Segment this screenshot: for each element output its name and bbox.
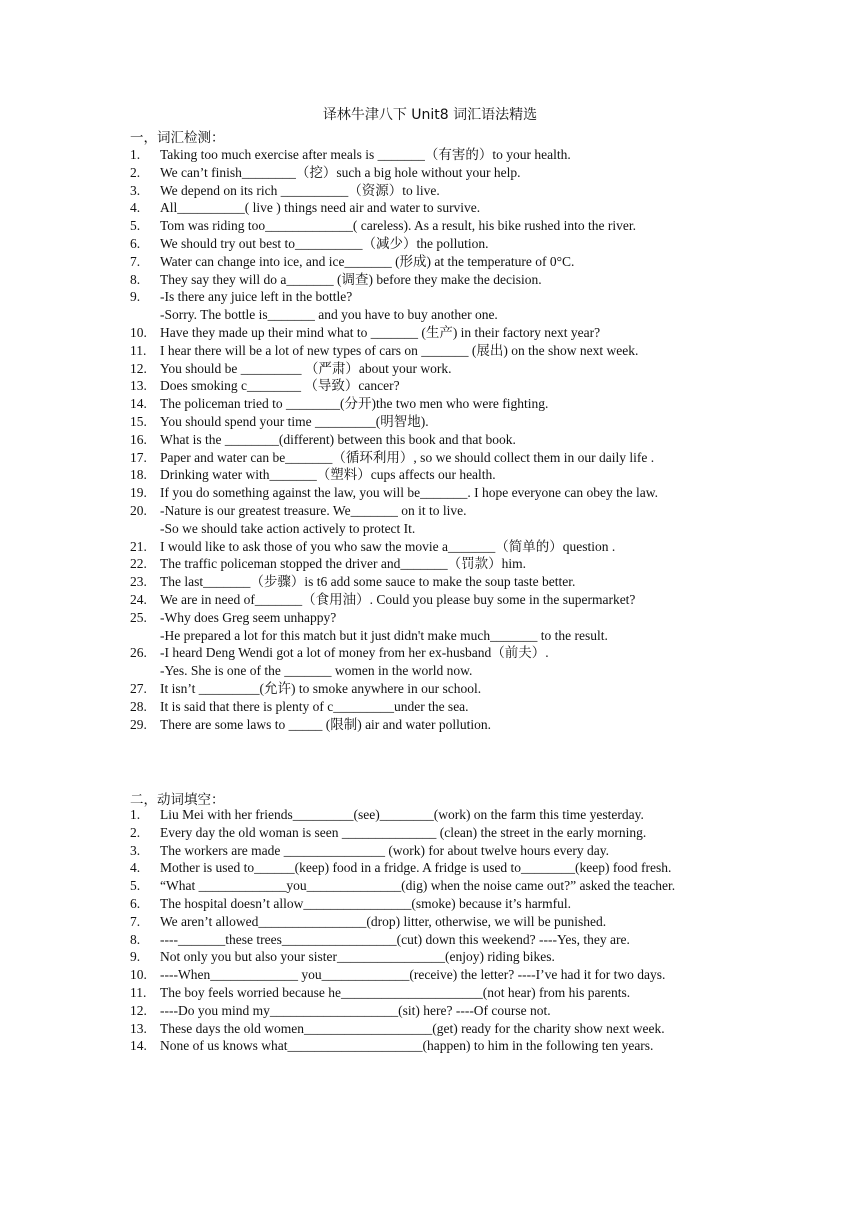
item-number: 26.	[130, 645, 147, 661]
item-line: You should be _________ （严肃）about your work.	[160, 360, 452, 376]
item-number: 2.	[130, 164, 141, 180]
exercise-item	[130, 680, 730, 698]
exercise-item	[130, 271, 730, 289]
exercise-item	[130, 538, 730, 556]
item-line: The last_______（步骤）is t6 add some sauce to make the soup taste better.	[160, 574, 576, 590]
item-text	[160, 449, 730, 467]
item-number: 9.	[130, 949, 141, 965]
item-text	[160, 877, 730, 895]
item-line: I hear there will be a lot of new types of cars on _______ (展出) on the show next week.	[160, 342, 639, 358]
exercise-item	[130, 1037, 730, 1055]
item-text	[160, 948, 730, 966]
item-number: 6.	[130, 895, 141, 911]
exercise-item	[130, 288, 730, 324]
item-line: -Sorry. The bottle is_______ and you have to buy another one.	[160, 307, 498, 323]
verb-exercise-list	[130, 806, 730, 1055]
exercise-item	[130, 644, 730, 680]
item-text	[160, 538, 730, 556]
exercise-item	[130, 449, 730, 467]
item-line: Mother is used to______(keep) food in a fridge. A fridge is used to________(keep) food fresh.	[160, 860, 672, 876]
item-line: We are in need of_______（食用油）. Could you please buy some in the supermarket?	[160, 591, 636, 607]
item-text	[160, 217, 730, 235]
item-number: 13.	[130, 1020, 147, 1036]
item-text	[160, 377, 730, 395]
item-line: You should spend your time _________(明智地).	[160, 413, 429, 429]
item-number: 3.	[130, 842, 141, 858]
exercise-item	[130, 1002, 730, 1020]
exercise-item	[130, 360, 730, 378]
section-1-heading: 一，词汇检测：	[130, 130, 225, 146]
item-line: The traffic policeman stopped the driver and_______（罚款）him.	[160, 556, 527, 572]
item-line: -I heard Deng Wendi got a lot of money from her ex-husband（前夫）.	[160, 645, 549, 661]
item-line: We should try out best to__________（减少）the pollution.	[160, 235, 489, 251]
item-text	[160, 966, 730, 984]
item-number: 25.	[130, 609, 147, 625]
item-text	[160, 895, 730, 913]
item-line: ----Do you mind my___________________(sit) here? ----Of course not.	[160, 1002, 551, 1018]
exercise-item	[130, 984, 730, 1002]
exercise-item	[130, 484, 730, 502]
item-text	[160, 931, 730, 949]
item-text	[160, 502, 730, 538]
exercise-item	[130, 877, 730, 895]
item-line: What is the ________(different) between this book and that book.	[160, 431, 516, 447]
item-number: 14.	[130, 1038, 147, 1054]
item-number: 21.	[130, 538, 147, 554]
exercise-item	[130, 217, 730, 235]
item-line: It is said that there is plenty of c_________under the sea.	[160, 698, 469, 714]
exercise-item	[130, 591, 730, 609]
item-number: 11.	[130, 984, 147, 1000]
item-line: Tom was riding too_____________( careless). As a result, his bike rushed into the river.	[160, 218, 636, 234]
exercise-item	[130, 146, 730, 164]
item-line: They say they will do a_______ (调查) before they make the decision.	[160, 271, 542, 287]
exercise-item	[130, 555, 730, 573]
exercise-item	[130, 413, 730, 431]
item-text	[160, 413, 730, 431]
item-line: Does smoking c________ （导致）cancer?	[160, 378, 400, 394]
item-number: 12.	[130, 1002, 147, 1018]
item-line: -Is there any juice left in the bottle?	[160, 289, 353, 305]
item-text	[160, 324, 730, 342]
item-text	[160, 288, 730, 324]
exercise-item	[130, 235, 730, 253]
item-text	[160, 360, 730, 378]
item-number: 8.	[130, 931, 141, 947]
item-number: 19.	[130, 485, 147, 501]
item-text	[160, 806, 730, 824]
exercise-item	[130, 609, 730, 645]
exercise-item	[130, 324, 730, 342]
exercise-item	[130, 342, 730, 360]
item-text	[160, 1002, 730, 1020]
item-number: 7.	[130, 253, 141, 269]
item-line: Every day the old woman is seen ______________ (clean) the street in the early morning.	[160, 824, 647, 840]
vocabulary-exercise-list	[130, 146, 730, 733]
item-line: I would like to ask those of you who saw the movie a_______（简单的）question .	[160, 538, 616, 554]
item-text	[160, 716, 730, 734]
item-number: 14.	[130, 396, 147, 412]
item-text	[160, 913, 730, 931]
item-number: 8.	[130, 271, 141, 287]
exercise-item	[130, 931, 730, 949]
item-number: 6.	[130, 235, 141, 251]
item-number: 17.	[130, 449, 147, 465]
item-number: 3.	[130, 182, 141, 198]
item-number: 5.	[130, 218, 141, 234]
item-line: If you do something against the law, you will be_______. I hope everyone can obey the law.	[160, 485, 658, 501]
exercise-item	[130, 806, 730, 824]
item-text	[160, 182, 730, 200]
item-number: 4.	[130, 200, 141, 216]
item-line: The boy feels worried because he_____________________(not hear) from his parents.	[160, 984, 631, 1000]
item-number: 29.	[130, 716, 147, 732]
item-text	[160, 609, 730, 645]
item-line: The workers are made _______________ (work) for about twelve hours every day.	[160, 842, 609, 858]
item-text	[160, 573, 730, 591]
item-text	[160, 842, 730, 860]
item-number: 28.	[130, 698, 147, 714]
item-number: 18.	[130, 467, 147, 483]
exercise-item	[130, 966, 730, 984]
item-text	[160, 824, 730, 842]
exercise-item	[130, 842, 730, 860]
item-line: Drinking water with_______（塑料）cups affects our health.	[160, 467, 496, 483]
item-line: -He prepared a lot for this match but it just didn't make much_______ to the result.	[160, 627, 608, 643]
exercise-item	[130, 182, 730, 200]
item-text	[160, 431, 730, 449]
item-number: 15.	[130, 413, 147, 429]
item-number: 23.	[130, 574, 147, 590]
item-line: Paper and water can be_______（循环利用）, so we should collect them in our daily life .	[160, 449, 655, 465]
exercise-item	[130, 466, 730, 484]
item-number: 9.	[130, 289, 141, 305]
item-line: The hospital doesn’t allow________________(smoke) because it’s harmful.	[160, 895, 572, 911]
item-text	[160, 859, 730, 877]
item-number: 1.	[130, 807, 141, 822]
item-number: 1.	[130, 147, 141, 162]
item-text	[160, 698, 730, 716]
exercise-item	[130, 253, 730, 271]
item-number: 10.	[130, 324, 147, 340]
item-number: 27.	[130, 680, 147, 696]
exercise-item	[130, 199, 730, 217]
item-text	[160, 591, 730, 609]
item-number: 4.	[130, 860, 141, 876]
exercise-item	[130, 698, 730, 716]
item-number: 22.	[130, 556, 147, 572]
section-2-heading: 二，动词填空：	[130, 792, 225, 808]
item-text	[160, 644, 730, 680]
item-line: All__________( live ) things need air and water to survive.	[160, 200, 481, 216]
item-line: There are some laws to _____ (限制) air and water pollution.	[160, 716, 492, 732]
item-text	[160, 271, 730, 289]
item-text	[160, 1020, 730, 1038]
item-text	[160, 164, 730, 182]
item-line: The policeman tried to ________(分开)the two men who were fighting.	[160, 396, 549, 412]
item-line: These days the old women___________________(get) ready for the charity show next week.	[160, 1020, 665, 1036]
exercise-item	[130, 377, 730, 395]
exercise-item	[130, 431, 730, 449]
exercise-item	[130, 573, 730, 591]
item-line: Have they made up their mind what to _______ (生产) in their factory next year?	[160, 324, 601, 340]
exercise-item	[130, 913, 730, 931]
item-line: We aren’t allowed________________(drop) litter, otherwise, we will be punished.	[160, 913, 607, 929]
item-line: It isn’t _________(允许) to smoke anywhere in our school.	[160, 680, 482, 696]
item-text	[160, 395, 730, 413]
item-line: We depend on its rich __________（资源）to live.	[160, 182, 440, 198]
exercise-item	[130, 164, 730, 182]
item-line: Liu Mei with her friends_________(see)________(work) on the farm this time yesterday.	[160, 807, 644, 822]
item-line: Water can change into ice, and ice_______ (形成) at the temperature of 0°C.	[160, 253, 575, 269]
item-text	[160, 253, 730, 271]
item-line: We can’t finish________（挖）such a big hole without your help.	[160, 164, 521, 180]
item-text	[160, 146, 730, 164]
item-number: 24.	[130, 591, 147, 607]
item-number: 5.	[130, 878, 141, 894]
item-line: “What _____________you______________(dig) when the noise came out?” asked the teacher.	[160, 878, 676, 894]
item-line: Taking too much exercise after meals is _______（有害的）to your health.	[160, 147, 571, 162]
item-text	[160, 1037, 730, 1055]
item-line: None of us knows what____________________(happen) to him in the following ten years.	[160, 1038, 654, 1054]
item-line: -Why does Greg seem unhappy?	[160, 609, 337, 625]
item-number: 7.	[130, 913, 141, 929]
item-text	[160, 466, 730, 484]
item-number: 2.	[130, 824, 141, 840]
page-title: 译林牛津八下 Unit8 词汇语法精选	[322, 107, 538, 123]
exercise-item	[130, 395, 730, 413]
item-number: 10.	[130, 967, 147, 983]
exercise-item	[130, 859, 730, 877]
item-line: ----_______these trees_________________(cut) down this weekend? ----Yes, they are.	[160, 931, 630, 947]
exercise-item	[130, 824, 730, 842]
item-line: -So we should take action actively to protect It.	[160, 520, 416, 536]
item-number: 16.	[130, 431, 147, 447]
item-number: 20.	[130, 502, 147, 518]
item-number: 12.	[130, 360, 147, 376]
item-text	[160, 235, 730, 253]
item-text	[160, 680, 730, 698]
item-line: Not only you but also your sister________________(enjoy) riding bikes.	[160, 949, 555, 965]
exercise-item	[130, 716, 730, 734]
item-number: 13.	[130, 378, 147, 394]
exercise-item	[130, 502, 730, 538]
exercise-item	[130, 948, 730, 966]
item-text	[160, 984, 730, 1002]
item-text	[160, 484, 730, 502]
exercise-item	[130, 895, 730, 913]
item-line: -Nature is our greatest treasure. We_______ on it to live.	[160, 502, 467, 518]
item-text	[160, 199, 730, 217]
item-number: 11.	[130, 342, 147, 358]
item-line: ----When_____________ you_____________(receive) the letter? ----I’ve had it for two days.	[160, 967, 666, 983]
item-text	[160, 555, 730, 573]
exercise-item	[130, 1020, 730, 1038]
item-line: -Yes. She is one of the _______ women in the world now.	[160, 663, 473, 679]
item-text	[160, 342, 730, 360]
